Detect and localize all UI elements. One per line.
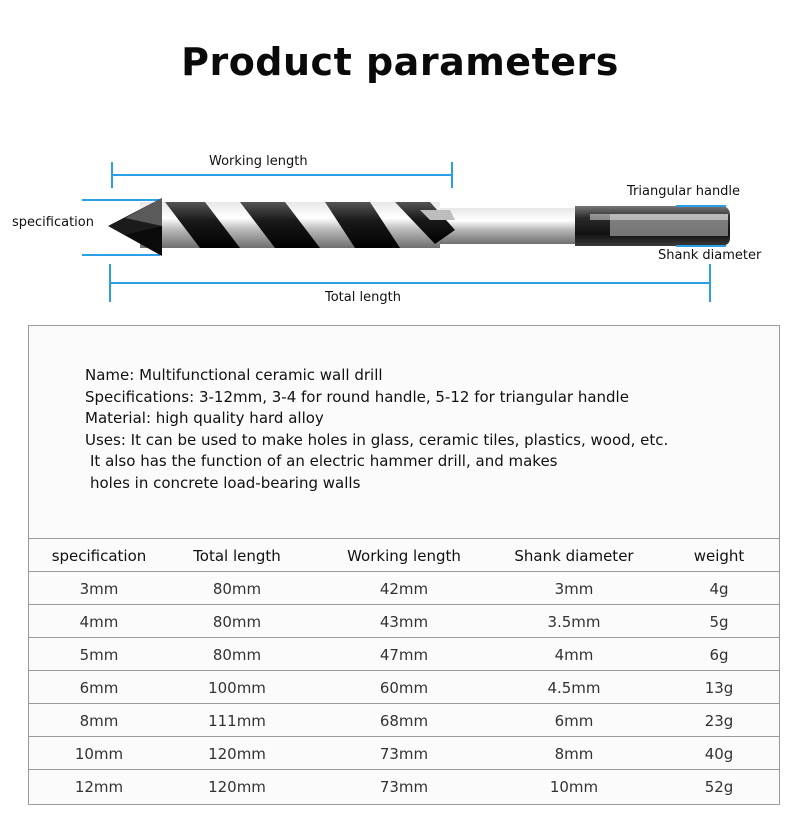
total-length-label: Total length xyxy=(325,290,401,305)
table-row xyxy=(29,769,779,803)
cell-weight: 52g xyxy=(704,778,734,796)
cell-shank-diameter: 3mm xyxy=(554,580,594,598)
cell-specification: 12mm xyxy=(74,778,124,796)
cell-working-length: 47mm xyxy=(379,646,429,664)
product-specifications: Specifications: 3-12mm, 3-4 for round handle, 5-12 for triangular handle xyxy=(85,387,629,406)
table-row xyxy=(29,637,779,671)
cell-shank-diameter: 10mm xyxy=(549,778,599,796)
cell-total-length: 100mm xyxy=(208,679,266,697)
product-uses: Uses: It can be used to make holes in glass, ceramic tiles, plastics, wood, etc. xyxy=(85,430,669,449)
cell-shank-diameter: 4mm xyxy=(554,646,594,664)
header-weight: weight xyxy=(693,547,745,565)
cell-working-length: 42mm xyxy=(379,580,429,598)
cell-specification: 8mm xyxy=(79,712,119,730)
cell-total-length: 111mm xyxy=(208,712,266,730)
product-uses-continued: It also has the function of an electric hammer drill, and makes xyxy=(90,452,558,470)
product-name: Name: Multifunctional ceramic wall drill xyxy=(85,366,383,384)
header-shank-diameter: Shank diameter xyxy=(514,547,634,565)
drill-flutes xyxy=(140,202,455,248)
cell-total-length: 80mm xyxy=(212,646,262,664)
table-row xyxy=(29,604,779,638)
product-info xyxy=(85,365,775,494)
cell-working-length: 73mm xyxy=(379,745,429,763)
header-total-length: Total length xyxy=(193,547,281,565)
drill-diagram xyxy=(0,140,800,320)
spec-panel xyxy=(28,325,780,805)
cell-total-length: 120mm xyxy=(208,745,266,763)
total-length-dimension xyxy=(110,264,710,302)
cell-working-length: 43mm xyxy=(379,613,429,631)
cell-total-length: 80mm xyxy=(212,580,262,598)
cell-weight: 5g xyxy=(709,613,729,631)
cell-shank-diameter: 4.5mm xyxy=(547,679,601,697)
cell-total-length: 80mm xyxy=(212,613,262,631)
header-working-length: Working length xyxy=(347,547,461,565)
table-header xyxy=(29,538,779,572)
triangular-handle-label: Triangular handle xyxy=(627,184,741,199)
page-title: Product parameters xyxy=(181,40,619,84)
product-material: Material: high quality hard alloy xyxy=(85,409,324,427)
table-row xyxy=(29,736,779,770)
cell-weight: 40g xyxy=(704,745,734,763)
cell-weight: 4g xyxy=(709,580,729,598)
cell-specification: 3mm xyxy=(79,580,119,598)
cell-shank-diameter: 3.5mm xyxy=(547,613,601,631)
cell-weight: 13g xyxy=(704,679,734,697)
cell-working-length: 73mm xyxy=(379,778,429,796)
header-specification: specification xyxy=(51,547,147,565)
cell-working-length: 68mm xyxy=(379,712,429,730)
cell-shank-diameter: 6mm xyxy=(554,712,594,730)
shank-diameter-label: Shank diameter xyxy=(658,248,762,263)
product-uses-continued-2: holes in concrete load-bearing walls xyxy=(90,473,361,492)
cell-weight: 6g xyxy=(709,646,729,664)
cell-total-length: 120mm xyxy=(208,778,266,796)
specification-label: specification xyxy=(12,215,94,230)
working-length-label: Working length xyxy=(209,154,308,169)
cell-specification: 6mm xyxy=(79,679,119,697)
cell-specification: 5mm xyxy=(79,646,119,664)
table-row xyxy=(29,670,779,704)
cell-specification: 4mm xyxy=(79,613,119,631)
cell-shank-diameter: 8mm xyxy=(554,745,594,763)
table-row xyxy=(29,571,779,605)
table-row xyxy=(29,703,779,737)
cell-specification: 10mm xyxy=(74,745,124,763)
cell-working-length: 60mm xyxy=(379,679,429,697)
cell-weight: 23g xyxy=(704,712,734,730)
